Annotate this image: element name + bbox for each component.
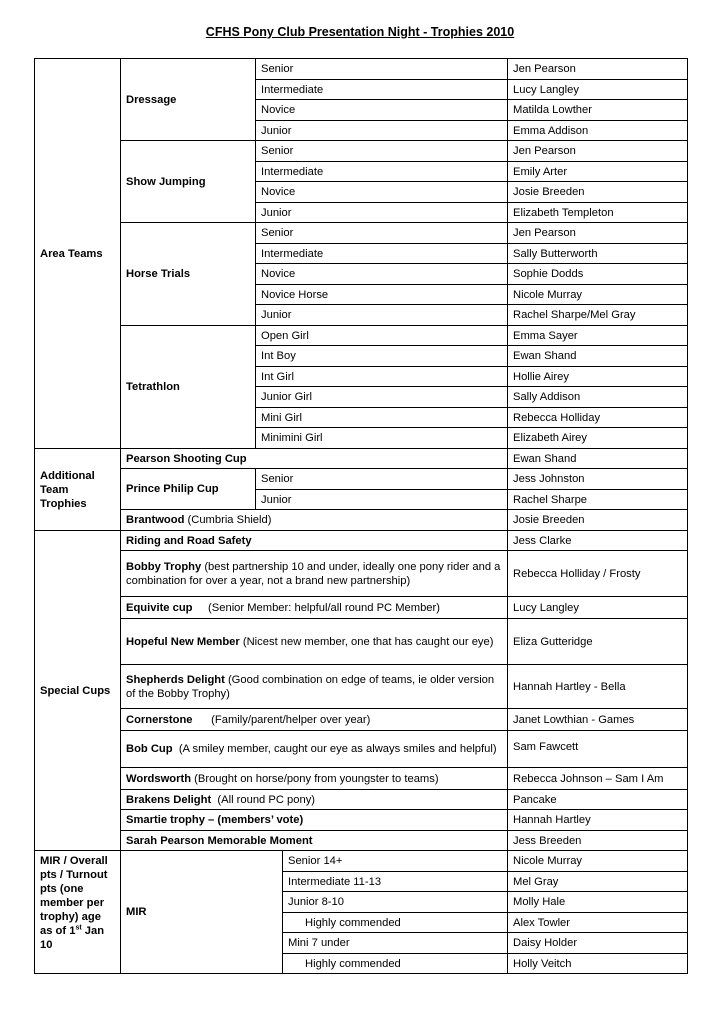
- trophy-name: Hopeful New Member: [126, 635, 240, 648]
- winner-cell: Jen Pearson: [508, 59, 688, 80]
- trophy-desc: (Nicest new member, one that has caught our eye): [239, 635, 494, 648]
- winner-cell: Jess Breeden: [508, 831, 688, 851]
- horse-trials-label: Horse Trials: [121, 223, 256, 326]
- level-cell: Intermediate: [256, 162, 508, 182]
- level-cell: Open Girl: [256, 326, 508, 346]
- winner-cell: Rachel Sharpe/Mel Gray: [508, 305, 688, 326]
- table-row: [35, 326, 688, 346]
- winner-cell: Sally Addison: [508, 387, 688, 408]
- trophy-desc: (Brought on horse/pony from youngster to teams): [191, 772, 439, 785]
- trophy-name: Brantwood: [126, 514, 185, 526]
- trophy-name: Smartie trophy – (members’ vote): [126, 814, 304, 826]
- table-row: [35, 619, 688, 665]
- level-cell: Intermediate: [256, 80, 508, 100]
- winner-cell: Jen Pearson: [508, 223, 688, 244]
- level-cell: Highly commended: [283, 954, 508, 974]
- table-row: [35, 469, 688, 490]
- trophy-desc: (A smiley member, caught our eye as always smiles and helpful): [172, 743, 497, 755]
- winner-cell: Hannah Hartley: [508, 810, 688, 831]
- level-cell: Intermediate: [256, 244, 508, 264]
- table-row: [35, 531, 688, 551]
- level-cell: Senior 14+: [283, 851, 508, 872]
- table-row: [35, 551, 688, 597]
- level-cell: Novice Horse: [256, 285, 508, 305]
- table-row: [35, 709, 688, 731]
- winner-cell: Hannah Hartley - Bella: [508, 665, 688, 709]
- winner-cell: Rebecca Johnson – Sam I Am: [508, 768, 688, 790]
- winner-cell: Eliza Gutteridge: [508, 619, 688, 665]
- level-cell: Junior 8-10: [283, 892, 508, 913]
- winner-cell: Emily Arter: [508, 162, 688, 182]
- winner-cell: Ewan Shand: [508, 449, 688, 469]
- winner-cell: Elizabeth Airey: [508, 428, 688, 449]
- trophy-desc: (Family/parent/helper over year): [192, 713, 371, 726]
- table-row: [35, 141, 688, 162]
- special-trophy: [121, 731, 508, 768]
- table-row: [35, 851, 688, 872]
- level-cell: Int Girl: [256, 367, 508, 387]
- additional-trophies-label: Additional Team Trophies: [35, 449, 121, 531]
- trophy-name: Brakens Delight: [126, 793, 212, 806]
- pearson-shooting-cup-label: Pearson Shooting Cup: [121, 449, 508, 469]
- winner-cell: Mel Gray: [508, 872, 688, 892]
- trophy-name: Equivite cup: [126, 601, 193, 614]
- mir-label-rest: / Overall pts / Turnout pts (one member per trophy) age as of 1: [40, 855, 108, 937]
- mir-label: [35, 851, 121, 974]
- level-cell: Senior: [256, 469, 508, 490]
- trophies-table: [34, 58, 688, 974]
- mir-label-sup: st: [75, 924, 82, 932]
- trophy-name: Bob Cup: [126, 743, 173, 755]
- page-title: CFHS Pony Club Presentation Night - Trophies 2010: [205, 25, 515, 39]
- level-cell: Senior: [256, 59, 508, 80]
- special-trophy: [121, 531, 508, 551]
- trophy-desc: (Senior Member: helpful/all round PC Member): [192, 601, 440, 614]
- level-cell: Minimini Girl: [256, 428, 508, 449]
- table-row: [35, 731, 688, 768]
- level-cell: Mini Girl: [256, 408, 508, 428]
- winner-cell: Janet Lowthian - Games: [508, 709, 688, 731]
- special-cups-label: Special Cups: [35, 531, 121, 851]
- winner-cell: Jess Johnston: [508, 469, 688, 490]
- level-cell: Highly commended: [283, 913, 508, 933]
- winner-cell: Nicole Murray: [508, 851, 688, 872]
- special-trophy: [121, 665, 508, 709]
- special-trophy: [121, 831, 508, 851]
- level-cell: Junior: [256, 305, 508, 326]
- show-jumping-label: Show Jumping: [121, 141, 256, 223]
- level-cell: Junior Girl: [256, 387, 508, 408]
- winner-cell: Rebecca Holliday: [508, 408, 688, 428]
- area-teams-label: Area Teams: [35, 59, 121, 449]
- winner-cell: Pancake: [508, 790, 688, 810]
- trophy-name: Shepherds Delight: [126, 673, 225, 686]
- trophy-name: Sarah Pearson Memorable Moment: [126, 834, 313, 847]
- trophy-desc: (Cumbria Shield): [184, 514, 272, 526]
- winner-cell: Sally Butterworth: [508, 244, 688, 264]
- special-trophy: [121, 810, 508, 831]
- special-trophy: [121, 790, 508, 810]
- trophy-name: Wordsworth: [126, 772, 192, 785]
- winner-cell: Lucy Langley: [508, 80, 688, 100]
- winner-cell: Sophie Dodds: [508, 264, 688, 285]
- winner-cell: Daisy Holder: [508, 933, 688, 954]
- special-trophy: [121, 768, 508, 790]
- trophy-desc: (Good combination on edge of teams, ie older version of the Bobby Trophy): [126, 673, 495, 700]
- table-row: [35, 790, 688, 810]
- trophy-name: Cornerstone: [126, 713, 193, 726]
- winner-cell: Nicole Murray: [508, 285, 688, 305]
- winner-cell: Lucy Langley: [508, 597, 688, 619]
- level-cell: Senior: [256, 141, 508, 162]
- winner-cell: Alex Towler: [508, 913, 688, 933]
- table-row: [35, 768, 688, 790]
- table-row: [35, 510, 688, 531]
- winner-cell: Rebecca Holliday / Frosty: [508, 551, 688, 597]
- level-cell: Novice: [256, 100, 508, 121]
- winner-cell: Molly Hale: [508, 892, 688, 913]
- winner-cell: Sam Fawcett: [508, 731, 688, 768]
- winner-cell: Matilda Lowther: [508, 100, 688, 121]
- level-cell: Novice: [256, 264, 508, 285]
- winner-cell: Ewan Shand: [508, 346, 688, 367]
- winner-cell: Rachel Sharpe: [508, 490, 688, 510]
- special-trophy: [121, 597, 508, 619]
- winner-cell: Elizabeth Templeton: [508, 203, 688, 223]
- winner-cell: Hollie Airey: [508, 367, 688, 387]
- trophy-name: Bobby Trophy: [126, 560, 202, 573]
- dressage-label: Dressage: [121, 59, 256, 141]
- winner-cell: Holly Veitch: [508, 954, 688, 974]
- table-row: [35, 665, 688, 709]
- winner-cell: Emma Addison: [508, 121, 688, 141]
- level-cell: Senior: [256, 223, 508, 244]
- tetrathlon-label: Tetrathlon: [121, 326, 256, 449]
- trophy-name: Riding and Road Safety: [126, 534, 252, 547]
- winner-cell: Josie Breeden: [508, 510, 688, 531]
- level-cell: Junior: [256, 121, 508, 141]
- prince-philip-cup-label: Prince Philip Cup: [121, 469, 256, 510]
- table-row: [35, 449, 688, 469]
- special-trophy: [121, 551, 508, 597]
- table-row: [35, 597, 688, 619]
- winner-cell: Jen Pearson: [508, 141, 688, 162]
- winner-cell: Emma Sayer: [508, 326, 688, 346]
- table-row: [35, 810, 688, 831]
- trophy-desc: (All round PC pony): [211, 793, 316, 806]
- level-cell: Junior: [256, 203, 508, 223]
- special-trophy: [121, 619, 508, 665]
- winner-cell: Jess Clarke: [508, 531, 688, 551]
- level-cell: Mini 7 under: [283, 933, 508, 954]
- mir-label-main: MIR: [40, 855, 61, 867]
- table-row: [35, 831, 688, 851]
- winner-cell: Josie Breeden: [508, 182, 688, 203]
- level-cell: Junior: [256, 490, 508, 510]
- trophy-desc: (best partnership 10 and under, ideally one pony rider and a combination for over a year, not a brand new partnership): [126, 560, 501, 587]
- level-cell: Intermediate 11-13: [283, 872, 508, 892]
- level-cell: Int Boy: [256, 346, 508, 367]
- mir-label-tail: Jan 10: [40, 925, 105, 951]
- level-cell: Novice: [256, 182, 508, 203]
- brantwood-trophy: [121, 510, 508, 531]
- mir-sub-label: MIR: [121, 851, 283, 974]
- table-row: [35, 223, 688, 244]
- table-row: [35, 59, 688, 80]
- special-trophy: [121, 709, 508, 731]
